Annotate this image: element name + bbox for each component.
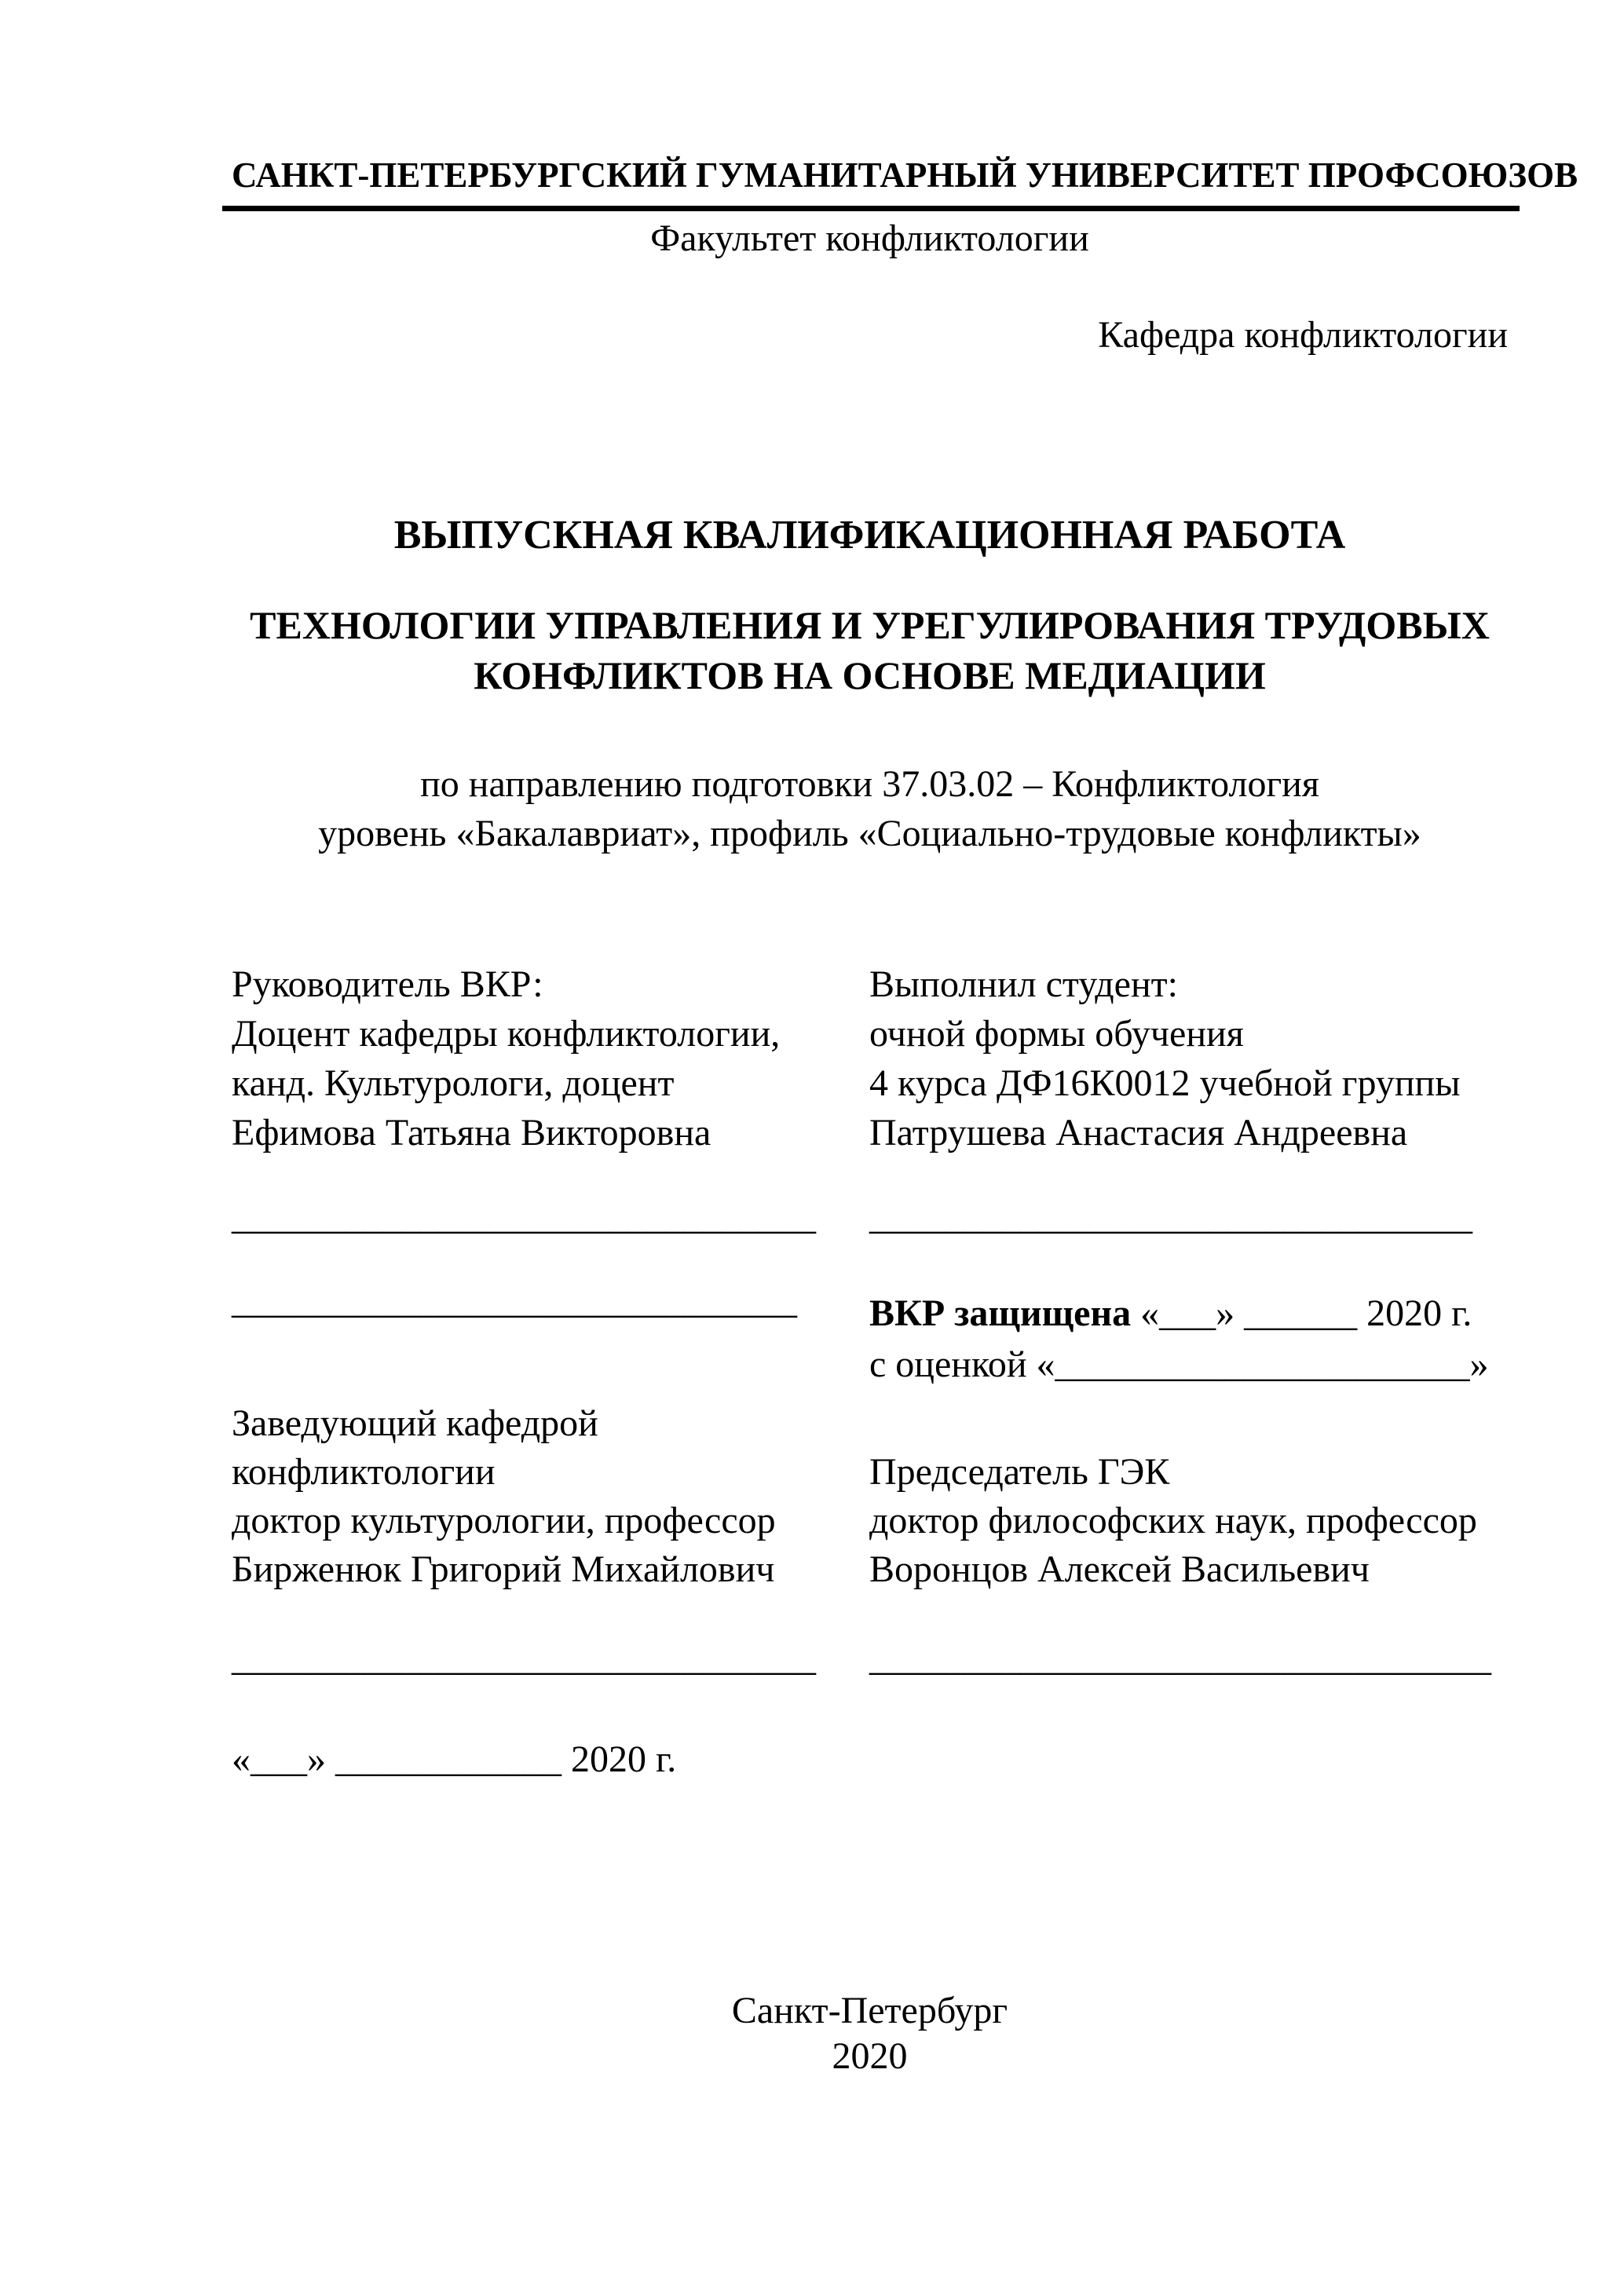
defended-label: ВКР защищена [869, 1292, 1132, 1334]
work-type-heading: ВЫПУСКНАЯ КВАЛИФИКАЦИОННАЯ РАБОТА [393, 513, 1346, 558]
chairman-signature-line: _________________________________ [869, 1637, 1491, 1679]
chairman-degree: доктор философских наук, профессор [869, 1500, 1477, 1541]
supervisor-name: Ефимова Татьяна Викторовна [232, 1112, 711, 1153]
program-info [232, 759, 1508, 858]
faculty-name: Факультет конфликтологии [650, 218, 1089, 259]
head-date-line: «___» ____________ 2020 г. [232, 1738, 677, 1780]
defended-date-blank: «___» ______ 2020 г. [1131, 1292, 1472, 1334]
supervisor-role: Руководитель ВКР: [232, 963, 543, 1005]
head-degree: доктор культурологии, профессор [232, 1500, 776, 1541]
student-study-form: очной формы обучения [869, 1013, 1244, 1055]
thesis-title-line1: ТЕХНОЛОГИИ УПРАВЛЕНИЯ И УРЕГУЛИРОВАНИЯ ТРУДОВЫХ [250, 603, 1490, 647]
head-of-department-block [232, 1399, 776, 1594]
head-of-department-signature-line-bottom: _______________________________ [232, 1637, 816, 1679]
supervisor-block [232, 960, 780, 1157]
student-role: Выполнил студент: [869, 963, 1178, 1005]
chairman-role: Председатель ГЭК [869, 1451, 1170, 1493]
student-group: 4 курса ДФ16К0012 учебной группы [869, 1062, 1461, 1104]
thesis-title-line2: КОНФЛИКТОВ НА ОСНОВЕ МЕДИАЦИИ [474, 653, 1266, 697]
defense-block [869, 1288, 1489, 1390]
defense-grade-line: с оценкой «______________________» [869, 1344, 1489, 1385]
program-level: уровень «Бакалавриат», профиль «Социально-трудовые конфликты» [318, 813, 1421, 854]
head-role-line1: Заведующий кафедрой [232, 1402, 598, 1444]
student-block [869, 960, 1460, 1157]
defense-date-line [869, 1288, 1489, 1339]
head-of-department-signature-line-top: ______________________________ [232, 1280, 797, 1322]
student-signature-line: ________________________________ [869, 1196, 1472, 1238]
supervisor-position-line1: Доцент кафедры конфликтологии, [232, 1013, 781, 1055]
program-direction: по направлению подготовки 37.03.02 – Конфликтология [420, 763, 1319, 805]
footer-city: Санкт-Петербург [731, 1990, 1008, 2031]
head-name: Бирженюк Григорий Михайлович [232, 1548, 775, 1590]
header-rule [222, 206, 1520, 211]
chairman-name: Воронцов Алексей Васильевич [869, 1548, 1370, 1590]
supervisor-signature-line: _______________________________ [232, 1196, 816, 1238]
chairman-block [869, 1448, 1477, 1594]
footer-year: 2020 [832, 2035, 908, 2077]
thesis-title [232, 600, 1508, 700]
supervisor-position-line2: канд. Культурологи, доцент [232, 1062, 675, 1104]
head-role-line2: конфликтологии [232, 1451, 496, 1493]
footer [232, 1988, 1508, 2079]
student-name: Патрушева Анастасия Андреевна [869, 1112, 1408, 1153]
university-name: САНКТ-ПЕТЕРБУРГСКИЙ ГУМАНИТАРНЫЙ УНИВЕРСИТЕТ ПРОФСОЮЗОВ [232, 155, 1578, 195]
department-name: Кафедра конфликтологии [1098, 314, 1508, 356]
